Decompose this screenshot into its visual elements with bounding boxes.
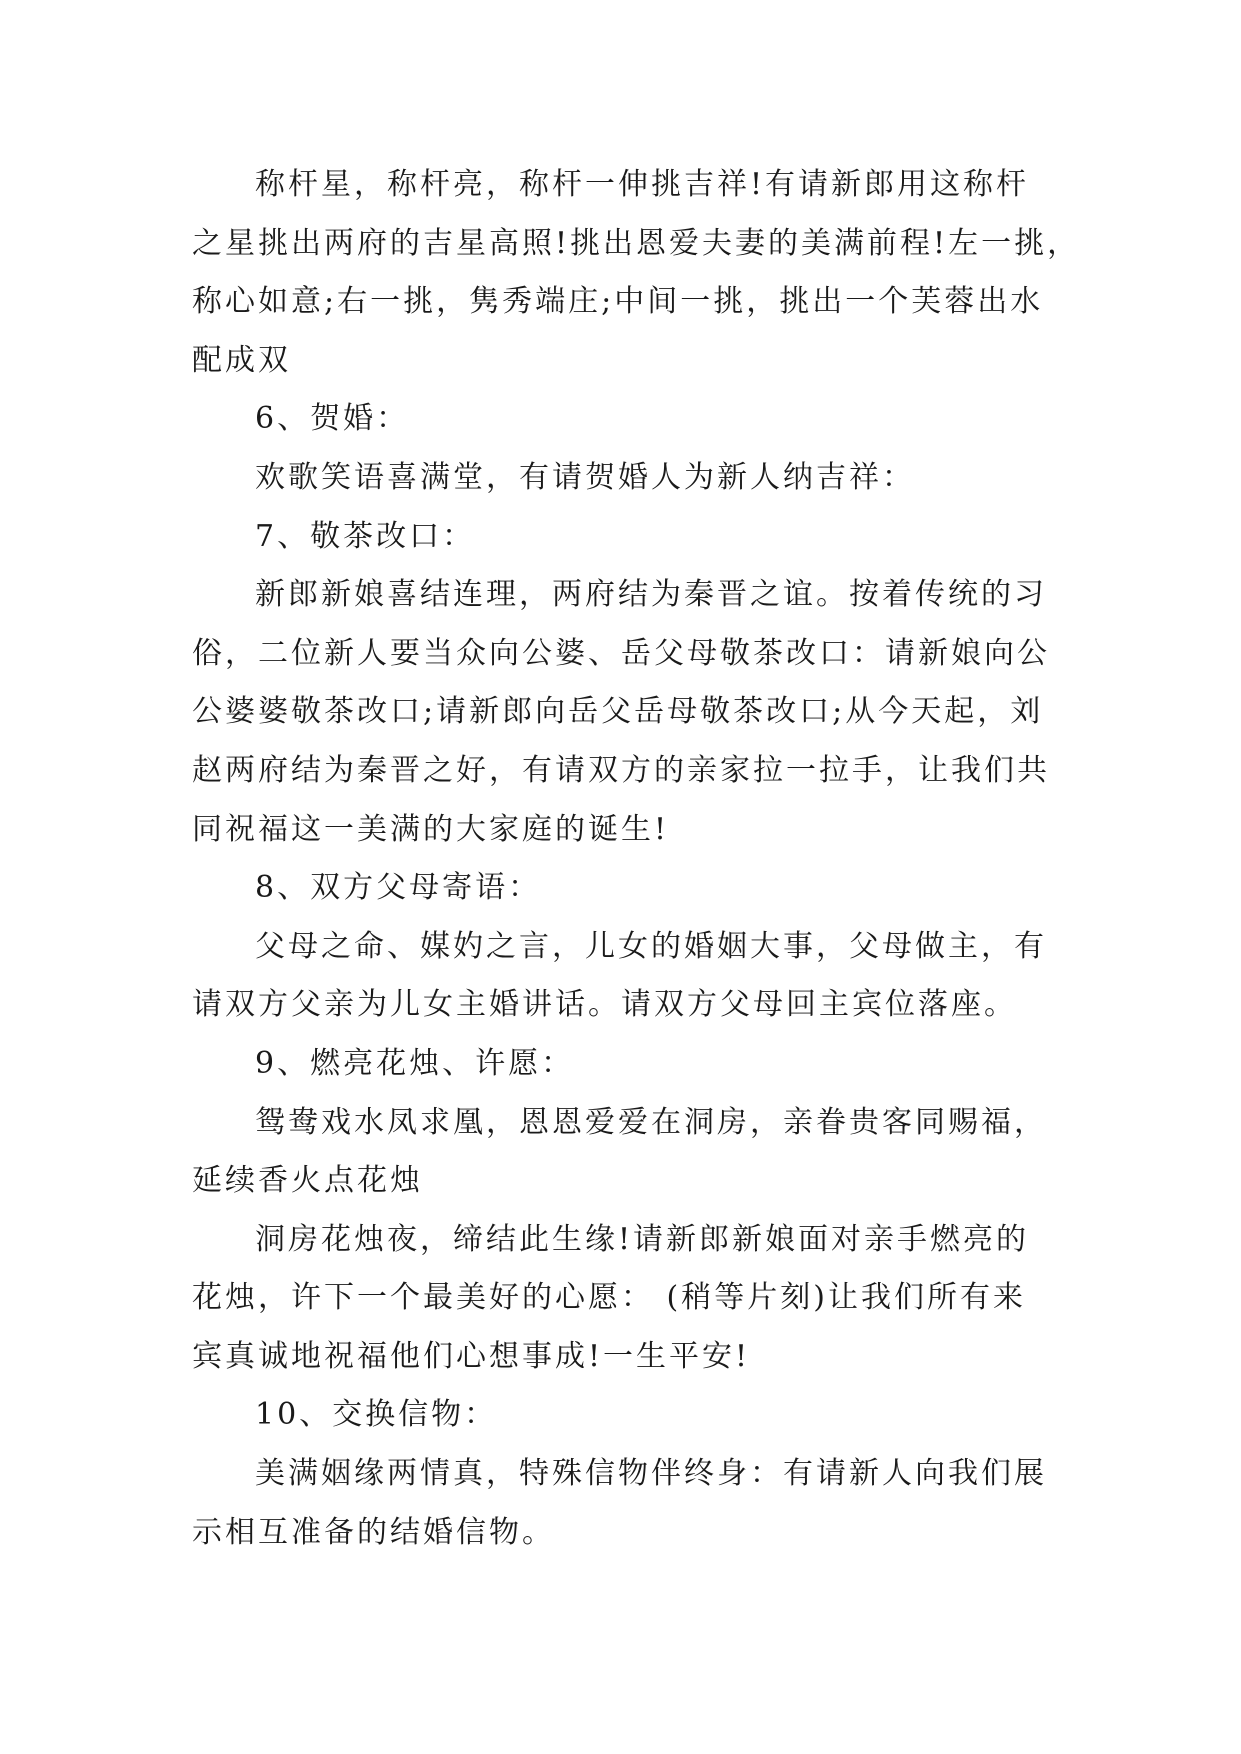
paragraph-text-line: 俗，二位新人要当众向公婆、岳父母敬茶改口：请新娘向公 <box>192 635 1050 671</box>
document-body <box>192 156 1081 1562</box>
paragraph-text-line: 公婆婆敬茶改口;请新郎向岳父岳母敬茶改口;从今天起，刘 <box>192 694 1044 730</box>
section-heading: 9、燃亮花烛、许愿： <box>255 1045 575 1081</box>
section-heading: 10、交换信物： <box>255 1397 498 1433</box>
paragraph-text-line: 新郎新娘喜结连理，两府结为秦晋之谊。按着传统的习 <box>255 577 1047 613</box>
paragraph-text-line: 美满姻缘两情真，特殊信物伴终身：有请新人向我们展 <box>255 1456 1047 1492</box>
paragraph-text-line: 之星挑出两府的吉星高照!挑出恩爱夫妻的美满前程!左一挑， <box>192 225 1081 261</box>
paragraph-text-line: 宾真诚地祝福他们心想事成!一生平安! <box>192 1338 751 1374</box>
section-heading: 7、敬茶改口： <box>255 518 476 554</box>
paragraph-text-line: 称杆星，称杆亮，称杆一伸挑吉祥!有请新郎用这称杆 <box>255 167 1030 202</box>
paragraph-text-line: 赵两府结为秦晋之好，有请双方的亲家拉一拉手，让我们共 <box>192 752 1050 788</box>
section-heading: 6、贺婚： <box>255 401 410 437</box>
paragraph-text-line: 请双方父亲为儿女主婚讲话。请双方父母回主宾位落座。 <box>192 987 1017 1023</box>
paragraph-text-line: 示相互准备的结婚信物。 <box>192 1514 555 1550</box>
section-heading: 8、双方父母寄语： <box>255 870 542 906</box>
paragraph-text-line: 父母之命、媒妁之言，儿女的婚姻大事，父母做主，有 <box>255 928 1047 964</box>
paragraph-text-line: 延续香火点花烛 <box>192 1163 423 1199</box>
paragraph-text-line: 配成双 <box>192 342 291 378</box>
paragraph-text-line: 鸳鸯戏水凤求凰，恩恩爱爱在洞房，亲眷贵客同赐福， <box>255 1104 1047 1140</box>
paragraph-text-line: 欢歌笑语喜满堂，有请贺婚人为新人纳吉祥： <box>255 459 915 495</box>
paragraph-text-line: 称心如意;右一挑，隽秀端庄;中间一挑，挑出一个芙蓉出水 <box>192 284 1044 320</box>
paragraph-text-line: 花烛，许下一个最美好的心愿： (稍等片刻)让我们所有来 <box>192 1280 1026 1316</box>
paragraph-text-line: 同祝福这一美满的大家庭的诞生! <box>192 811 670 847</box>
paragraph-text-line: 洞房花烛夜，缔结此生缘!请新郎新娘面对亲手燃亮的 <box>255 1221 1030 1257</box>
